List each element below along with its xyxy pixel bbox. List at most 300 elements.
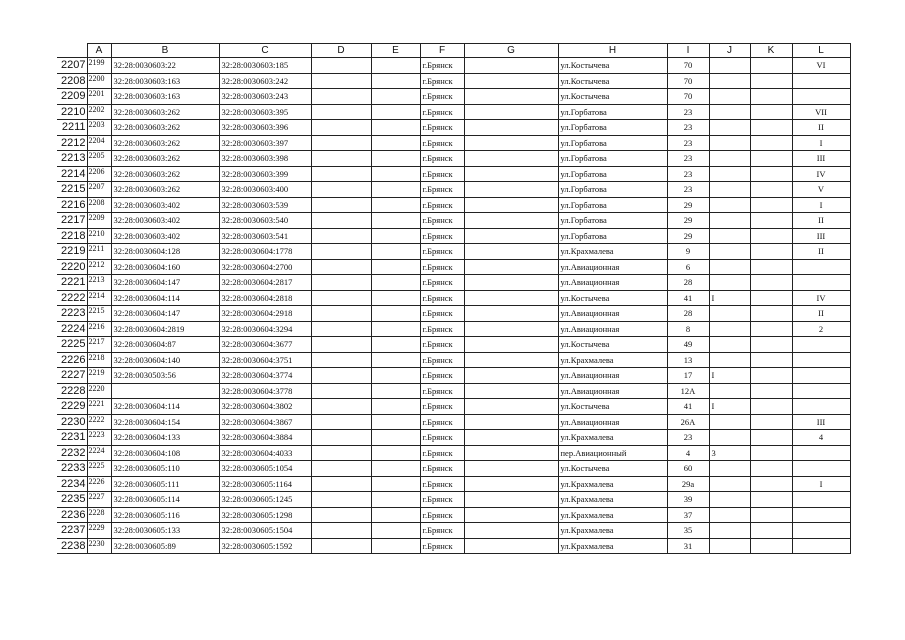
cell-k[interactable]	[750, 461, 792, 477]
row-header[interactable]: 2210	[57, 104, 87, 120]
cell-c[interactable]: 32:28:0030603:185	[219, 58, 311, 74]
cell-g[interactable]	[464, 337, 558, 353]
cell-b[interactable]: 32:28:0030605:116	[111, 507, 219, 523]
cell-l[interactable]: III	[792, 414, 850, 430]
cell-i[interactable]: 4	[667, 445, 709, 461]
column-header-k[interactable]: K	[750, 44, 792, 58]
cell-f[interactable]: г.Брянск	[420, 259, 464, 275]
cell-i[interactable]: 29	[667, 197, 709, 213]
cell-a[interactable]: 2207	[87, 182, 111, 198]
cell-k[interactable]	[750, 337, 792, 353]
cell-j[interactable]	[709, 461, 750, 477]
row-header[interactable]: 2227	[57, 368, 87, 384]
cell-b[interactable]: 32:28:0030604:87	[111, 337, 219, 353]
cell-j[interactable]	[709, 120, 750, 136]
cell-d[interactable]	[311, 290, 371, 306]
cell-e[interactable]	[371, 321, 420, 337]
cell-f[interactable]: г.Брянск	[420, 399, 464, 415]
cell-d[interactable]	[311, 461, 371, 477]
cell-l[interactable]	[792, 337, 850, 353]
cell-i[interactable]: 60	[667, 461, 709, 477]
cell-b[interactable]: 32:28:0030604:114	[111, 290, 219, 306]
cell-g[interactable]	[464, 73, 558, 89]
row-header[interactable]: 2236	[57, 507, 87, 523]
cell-d[interactable]	[311, 58, 371, 74]
cell-c[interactable]: 32:28:0030604:2817	[219, 275, 311, 291]
cell-a[interactable]: 2209	[87, 213, 111, 229]
cell-c[interactable]: 32:28:0030603:539	[219, 197, 311, 213]
cell-g[interactable]	[464, 197, 558, 213]
cell-b[interactable]: 32:28:0030603:163	[111, 73, 219, 89]
cell-h[interactable]: ул.Горбатова	[558, 213, 667, 229]
column-header-h[interactable]: H	[558, 44, 667, 58]
cell-k[interactable]	[750, 476, 792, 492]
cell-c[interactable]: 32:28:0030604:3774	[219, 368, 311, 384]
cell-f[interactable]: г.Брянск	[420, 151, 464, 167]
cell-f[interactable]: г.Брянск	[420, 213, 464, 229]
cell-k[interactable]	[750, 120, 792, 136]
cell-l[interactable]: IV	[792, 166, 850, 182]
cell-j[interactable]	[709, 259, 750, 275]
cell-f[interactable]: г.Брянск	[420, 73, 464, 89]
cell-f[interactable]: г.Брянск	[420, 492, 464, 508]
row-header[interactable]: 2224	[57, 321, 87, 337]
cell-i[interactable]: 23	[667, 151, 709, 167]
cell-d[interactable]	[311, 507, 371, 523]
row-header[interactable]: 2215	[57, 182, 87, 198]
cell-c[interactable]: 32:28:0030603:399	[219, 166, 311, 182]
cell-e[interactable]	[371, 213, 420, 229]
cell-b[interactable]: 32:28:0030605:110	[111, 461, 219, 477]
cell-g[interactable]	[464, 414, 558, 430]
cell-e[interactable]	[371, 290, 420, 306]
cell-h[interactable]: ул.Крахмалева	[558, 476, 667, 492]
cell-l[interactable]	[792, 492, 850, 508]
cell-k[interactable]	[750, 228, 792, 244]
cell-k[interactable]	[750, 538, 792, 554]
cell-g[interactable]	[464, 135, 558, 151]
row-header[interactable]: 2221	[57, 275, 87, 291]
cell-f[interactable]: г.Брянск	[420, 290, 464, 306]
cell-d[interactable]	[311, 523, 371, 539]
cell-b[interactable]: 32:28:0030604:140	[111, 352, 219, 368]
cell-h[interactable]: ул.Крахмалева	[558, 538, 667, 554]
cell-d[interactable]	[311, 151, 371, 167]
cell-b[interactable]: 32:28:0030603:262	[111, 151, 219, 167]
cell-l[interactable]	[792, 399, 850, 415]
cell-f[interactable]: г.Брянск	[420, 275, 464, 291]
cell-e[interactable]	[371, 445, 420, 461]
cell-g[interactable]	[464, 492, 558, 508]
cell-a[interactable]: 2210	[87, 228, 111, 244]
cell-i[interactable]: 28	[667, 306, 709, 322]
cell-b[interactable]: 32:28:0030603:262	[111, 166, 219, 182]
cell-e[interactable]	[371, 507, 420, 523]
cell-d[interactable]	[311, 166, 371, 182]
cell-c[interactable]: 32:28:0030604:3677	[219, 337, 311, 353]
cell-i[interactable]: 37	[667, 507, 709, 523]
cell-c[interactable]: 32:28:0030605:1245	[219, 492, 311, 508]
cell-d[interactable]	[311, 337, 371, 353]
cell-g[interactable]	[464, 120, 558, 136]
cell-l[interactable]: VII	[792, 104, 850, 120]
cell-f[interactable]: г.Брянск	[420, 166, 464, 182]
cell-e[interactable]	[371, 414, 420, 430]
cell-c[interactable]: 32:28:0030604:1778	[219, 244, 311, 260]
cell-j[interactable]	[709, 89, 750, 105]
cell-a[interactable]: 2203	[87, 120, 111, 136]
cell-j[interactable]	[709, 166, 750, 182]
cell-j[interactable]	[709, 244, 750, 260]
cell-c[interactable]: 32:28:0030604:3884	[219, 430, 311, 446]
cell-f[interactable]: г.Брянск	[420, 523, 464, 539]
cell-i[interactable]: 29а	[667, 476, 709, 492]
cell-d[interactable]	[311, 182, 371, 198]
cell-j[interactable]	[709, 352, 750, 368]
row-header[interactable]: 2211	[57, 120, 87, 136]
cell-f[interactable]: г.Брянск	[420, 445, 464, 461]
cell-d[interactable]	[311, 73, 371, 89]
row-header[interactable]: 2235	[57, 492, 87, 508]
cell-i[interactable]: 70	[667, 58, 709, 74]
cell-d[interactable]	[311, 197, 371, 213]
row-header[interactable]: 2233	[57, 461, 87, 477]
cell-l[interactable]: V	[792, 182, 850, 198]
cell-b[interactable]: 32:28:0030605:89	[111, 538, 219, 554]
cell-f[interactable]: г.Брянск	[420, 383, 464, 399]
cell-g[interactable]	[464, 476, 558, 492]
cell-f[interactable]: г.Брянск	[420, 182, 464, 198]
cell-e[interactable]	[371, 244, 420, 260]
cell-l[interactable]: II	[792, 213, 850, 229]
cell-d[interactable]	[311, 259, 371, 275]
cell-a[interactable]: 2226	[87, 476, 111, 492]
cell-a[interactable]: 2227	[87, 492, 111, 508]
cell-d[interactable]	[311, 104, 371, 120]
cell-k[interactable]	[750, 290, 792, 306]
cell-g[interactable]	[464, 182, 558, 198]
cell-c[interactable]: 32:28:0030604:3294	[219, 321, 311, 337]
cell-b[interactable]: 32:28:0030603:22	[111, 58, 219, 74]
cell-c[interactable]: 32:28:0030604:2700	[219, 259, 311, 275]
cell-k[interactable]	[750, 259, 792, 275]
cell-l[interactable]: II	[792, 120, 850, 136]
cell-h[interactable]: ул.Костычева	[558, 461, 667, 477]
row-header[interactable]: 2209	[57, 89, 87, 105]
cell-i[interactable]: 31	[667, 538, 709, 554]
cell-i[interactable]: 23	[667, 166, 709, 182]
cell-e[interactable]	[371, 306, 420, 322]
cell-f[interactable]: г.Брянск	[420, 538, 464, 554]
cell-j[interactable]	[709, 275, 750, 291]
cell-d[interactable]	[311, 228, 371, 244]
row-header[interactable]: 2207	[57, 58, 87, 74]
row-header[interactable]: 2212	[57, 135, 87, 151]
cell-j[interactable]	[709, 135, 750, 151]
cell-i[interactable]: 29	[667, 213, 709, 229]
cell-e[interactable]	[371, 104, 420, 120]
cell-k[interactable]	[750, 321, 792, 337]
cell-d[interactable]	[311, 492, 371, 508]
cell-b[interactable]: 32:28:0030605:111	[111, 476, 219, 492]
cell-g[interactable]	[464, 213, 558, 229]
cell-a[interactable]: 2201	[87, 89, 111, 105]
cell-j[interactable]	[709, 104, 750, 120]
cell-k[interactable]	[750, 89, 792, 105]
cell-d[interactable]	[311, 414, 371, 430]
cell-g[interactable]	[464, 244, 558, 260]
cell-f[interactable]: г.Брянск	[420, 306, 464, 322]
cell-c[interactable]: 32:28:0030605:1054	[219, 461, 311, 477]
cell-i[interactable]: 12А	[667, 383, 709, 399]
cell-a[interactable]: 2204	[87, 135, 111, 151]
cell-i[interactable]: 8	[667, 321, 709, 337]
cell-h[interactable]: ул.Горбатова	[558, 120, 667, 136]
cell-k[interactable]	[750, 507, 792, 523]
column-header-a[interactable]: A	[87, 44, 111, 58]
cell-j[interactable]: I	[709, 290, 750, 306]
cell-g[interactable]	[464, 228, 558, 244]
cell-d[interactable]	[311, 430, 371, 446]
cell-f[interactable]: г.Брянск	[420, 430, 464, 446]
cell-b[interactable]: 32:28:0030604:154	[111, 414, 219, 430]
cell-d[interactable]	[311, 135, 371, 151]
cell-i[interactable]: 39	[667, 492, 709, 508]
cell-i[interactable]: 23	[667, 182, 709, 198]
cell-l[interactable]: III	[792, 151, 850, 167]
row-header[interactable]: 2226	[57, 352, 87, 368]
cell-e[interactable]	[371, 259, 420, 275]
cell-h[interactable]: ул.Костычева	[558, 89, 667, 105]
cell-i[interactable]: 6	[667, 259, 709, 275]
cell-k[interactable]	[750, 383, 792, 399]
cell-i[interactable]: 49	[667, 337, 709, 353]
cell-k[interactable]	[750, 213, 792, 229]
cell-i[interactable]: 41	[667, 399, 709, 415]
cell-g[interactable]	[464, 507, 558, 523]
cell-a[interactable]: 2199	[87, 58, 111, 74]
cell-a[interactable]: 2216	[87, 321, 111, 337]
cell-b[interactable]: 32:28:0030605:133	[111, 523, 219, 539]
cell-k[interactable]	[750, 135, 792, 151]
cell-h[interactable]: ул.Крахмалева	[558, 492, 667, 508]
cell-h[interactable]: ул.Горбатова	[558, 166, 667, 182]
cell-l[interactable]	[792, 538, 850, 554]
cell-a[interactable]: 2205	[87, 151, 111, 167]
cell-i[interactable]: 41	[667, 290, 709, 306]
cell-c[interactable]: 32:28:0030605:1298	[219, 507, 311, 523]
cell-g[interactable]	[464, 383, 558, 399]
cell-d[interactable]	[311, 352, 371, 368]
cell-a[interactable]: 2223	[87, 430, 111, 446]
cell-b[interactable]: 32:28:0030604:108	[111, 445, 219, 461]
cell-k[interactable]	[750, 414, 792, 430]
cell-k[interactable]	[750, 306, 792, 322]
cell-i[interactable]: 23	[667, 430, 709, 446]
cell-e[interactable]	[371, 73, 420, 89]
cell-g[interactable]	[464, 399, 558, 415]
cell-c[interactable]: 32:28:0030604:3867	[219, 414, 311, 430]
cell-j[interactable]	[709, 476, 750, 492]
cell-l[interactable]: 4	[792, 430, 850, 446]
cell-f[interactable]: г.Брянск	[420, 507, 464, 523]
cell-g[interactable]	[464, 321, 558, 337]
cell-c[interactable]: 32:28:0030603:398	[219, 151, 311, 167]
cell-a[interactable]: 2228	[87, 507, 111, 523]
cell-c[interactable]: 32:28:0030605:1504	[219, 523, 311, 539]
cell-k[interactable]	[750, 368, 792, 384]
cell-a[interactable]: 2218	[87, 352, 111, 368]
cell-g[interactable]	[464, 104, 558, 120]
cell-a[interactable]: 2200	[87, 73, 111, 89]
cell-a[interactable]: 2215	[87, 306, 111, 322]
cell-h[interactable]: пер.Авиационный	[558, 445, 667, 461]
column-header-c[interactable]: C	[219, 44, 311, 58]
cell-e[interactable]	[371, 492, 420, 508]
cell-f[interactable]: г.Брянск	[420, 461, 464, 477]
cell-b[interactable]: 32:28:0030605:114	[111, 492, 219, 508]
row-header[interactable]: 2219	[57, 244, 87, 260]
cell-l[interactable]: II	[792, 306, 850, 322]
cell-d[interactable]	[311, 399, 371, 415]
cell-l[interactable]	[792, 461, 850, 477]
cell-a[interactable]: 2219	[87, 368, 111, 384]
cell-a[interactable]: 2208	[87, 197, 111, 213]
cell-h[interactable]: ул.Крахмалева	[558, 523, 667, 539]
cell-b[interactable]: 32:28:0030604:160	[111, 259, 219, 275]
cell-b[interactable]: 32:28:0030604:147	[111, 275, 219, 291]
cell-e[interactable]	[371, 337, 420, 353]
cell-b[interactable]: 32:28:0030603:262	[111, 104, 219, 120]
cell-h[interactable]: ул.Горбатова	[558, 197, 667, 213]
cell-c[interactable]: 32:28:0030604:4033	[219, 445, 311, 461]
cell-j[interactable]	[709, 73, 750, 89]
cell-f[interactable]: г.Брянск	[420, 352, 464, 368]
cell-j[interactable]	[709, 507, 750, 523]
cell-b[interactable]: 32:28:0030603:402	[111, 228, 219, 244]
cell-f[interactable]: г.Брянск	[420, 104, 464, 120]
cell-g[interactable]	[464, 58, 558, 74]
cell-i[interactable]: 13	[667, 352, 709, 368]
cell-g[interactable]	[464, 461, 558, 477]
cell-d[interactable]	[311, 275, 371, 291]
cell-b[interactable]: 32:28:0030603:402	[111, 213, 219, 229]
cell-g[interactable]	[464, 275, 558, 291]
row-header[interactable]: 2218	[57, 228, 87, 244]
cell-c[interactable]: 32:28:0030603:397	[219, 135, 311, 151]
cell-j[interactable]	[709, 197, 750, 213]
cell-e[interactable]	[371, 151, 420, 167]
cell-i[interactable]: 70	[667, 73, 709, 89]
cell-e[interactable]	[371, 476, 420, 492]
cell-f[interactable]: г.Брянск	[420, 89, 464, 105]
cell-h[interactable]: ул.Крахмалева	[558, 507, 667, 523]
cell-j[interactable]	[709, 228, 750, 244]
cell-c[interactable]: 32:28:0030604:3751	[219, 352, 311, 368]
cell-j[interactable]	[709, 321, 750, 337]
cell-c[interactable]: 32:28:0030603:395	[219, 104, 311, 120]
cell-a[interactable]: 2213	[87, 275, 111, 291]
cell-g[interactable]	[464, 151, 558, 167]
cell-b[interactable]: 32:28:0030604:114	[111, 399, 219, 415]
cell-b[interactable]: 32:28:0030603:262	[111, 182, 219, 198]
cell-h[interactable]: ул.Горбатова	[558, 228, 667, 244]
cell-l[interactable]	[792, 523, 850, 539]
cell-d[interactable]	[311, 445, 371, 461]
cell-f[interactable]: г.Брянск	[420, 244, 464, 260]
cell-h[interactable]: ул.Авиационная	[558, 414, 667, 430]
cell-g[interactable]	[464, 538, 558, 554]
cell-e[interactable]	[371, 430, 420, 446]
cell-k[interactable]	[750, 244, 792, 260]
cell-k[interactable]	[750, 492, 792, 508]
cell-c[interactable]: 32:28:0030604:2818	[219, 290, 311, 306]
cell-h[interactable]: ул.Горбатова	[558, 182, 667, 198]
cell-h[interactable]: ул.Горбатова	[558, 135, 667, 151]
row-header[interactable]: 2225	[57, 337, 87, 353]
cell-i[interactable]: 17	[667, 368, 709, 384]
cell-b[interactable]: 32:28:0030603:402	[111, 197, 219, 213]
cell-h[interactable]: ул.Авиационная	[558, 306, 667, 322]
cell-e[interactable]	[371, 461, 420, 477]
cell-j[interactable]: I	[709, 368, 750, 384]
column-header-e[interactable]: E	[371, 44, 420, 58]
cell-j[interactable]: 3	[709, 445, 750, 461]
cell-i[interactable]: 23	[667, 135, 709, 151]
cell-h[interactable]: ул.Горбатова	[558, 104, 667, 120]
cell-h[interactable]: ул.Крахмалева	[558, 244, 667, 260]
cell-j[interactable]	[709, 58, 750, 74]
cell-b[interactable]: 32:28:0030503:56	[111, 368, 219, 384]
cell-e[interactable]	[371, 399, 420, 415]
cell-h[interactable]: ул.Авиационная	[558, 259, 667, 275]
cell-f[interactable]: г.Брянск	[420, 368, 464, 384]
cell-k[interactable]	[750, 166, 792, 182]
cell-l[interactable]: II	[792, 244, 850, 260]
cell-i[interactable]: 26А	[667, 414, 709, 430]
cell-h[interactable]: ул.Костычева	[558, 290, 667, 306]
row-header[interactable]: 2231	[57, 430, 87, 446]
row-header[interactable]: 2234	[57, 476, 87, 492]
cell-k[interactable]	[750, 197, 792, 213]
cell-b[interactable]: 32:28:0030604:2819	[111, 321, 219, 337]
cell-h[interactable]: ул.Авиационная	[558, 275, 667, 291]
cell-a[interactable]: 2222	[87, 414, 111, 430]
cell-b[interactable]: 32:28:0030603:163	[111, 89, 219, 105]
cell-i[interactable]: 9	[667, 244, 709, 260]
cell-a[interactable]: 2221	[87, 399, 111, 415]
cell-h[interactable]: ул.Крахмалева	[558, 352, 667, 368]
row-header[interactable]: 2222	[57, 290, 87, 306]
cell-h[interactable]: ул.Крахмалева	[558, 430, 667, 446]
cell-g[interactable]	[464, 523, 558, 539]
column-header-b[interactable]: B	[111, 44, 219, 58]
cell-j[interactable]	[709, 523, 750, 539]
row-header[interactable]: 2213	[57, 151, 87, 167]
cell-j[interactable]	[709, 492, 750, 508]
cell-e[interactable]	[371, 58, 420, 74]
cell-h[interactable]: ул.Костычева	[558, 58, 667, 74]
cell-k[interactable]	[750, 445, 792, 461]
cell-j[interactable]	[709, 383, 750, 399]
cell-l[interactable]	[792, 352, 850, 368]
cell-i[interactable]: 29	[667, 228, 709, 244]
cell-i[interactable]: 28	[667, 275, 709, 291]
cell-e[interactable]	[371, 352, 420, 368]
cell-j[interactable]	[709, 151, 750, 167]
cell-a[interactable]: 2230	[87, 538, 111, 554]
cell-f[interactable]: г.Брянск	[420, 120, 464, 136]
